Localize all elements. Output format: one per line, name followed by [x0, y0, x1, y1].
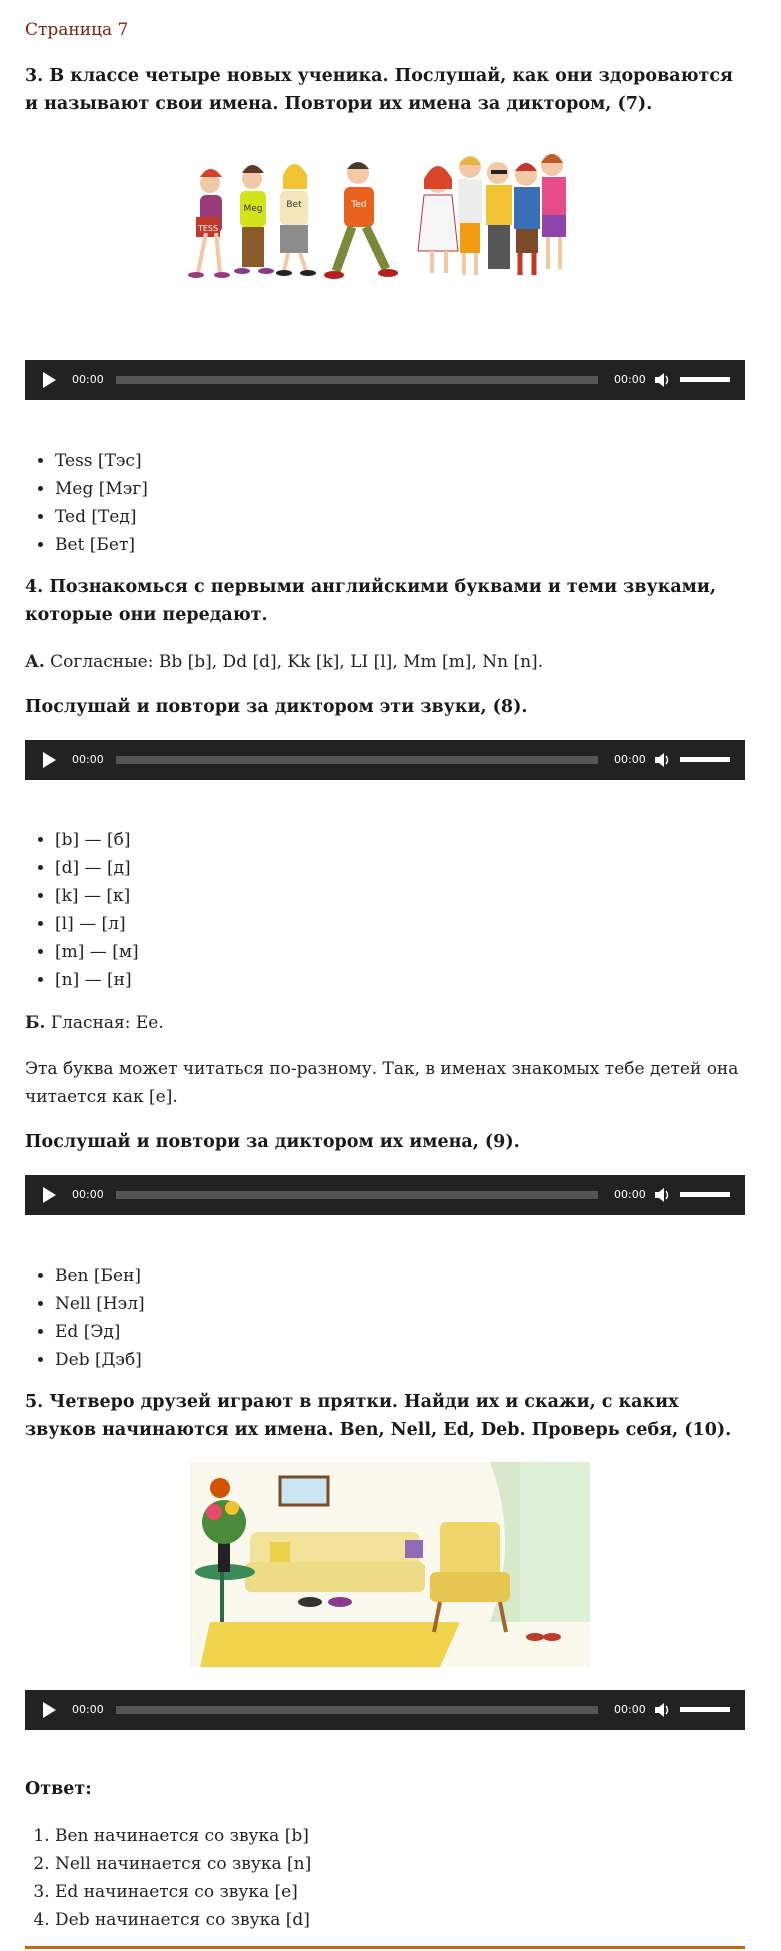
exercise-3-names-list — [25, 447, 725, 559]
list-item: • Tess [Тэс] — [55, 447, 725, 475]
volume-slider[interactable] — [680, 757, 730, 762]
section-b-label: Б. — [25, 1013, 46, 1033]
volume-icon[interactable] — [653, 1701, 671, 1719]
section-a-label: А. — [25, 652, 45, 672]
current-time: 00:00 — [72, 1188, 104, 1201]
list-item: • [d] — [д] — [55, 854, 725, 882]
list-item: 4. Deb начинается со звука [d] — [55, 1906, 725, 1934]
consonants-text: Согласные: Bb [b], Dd [d], Kk [k], LI [l], Mm [m], Nn [n]. — [44, 652, 544, 672]
play-icon[interactable] — [43, 372, 56, 388]
progress-bar[interactable] — [116, 1191, 598, 1199]
volume-icon[interactable] — [653, 1186, 671, 1204]
exercise-3-title: 3. В классе четыре новых ученика. Послушай, как они здороваются и называют свои имена. Повтори их имена за диктором, (7). — [25, 66, 733, 114]
page-link[interactable]: Страница 7 — [25, 20, 129, 40]
listen-sounds-instruction: Послушай и повтори за диктором эти звуки, (8). — [25, 697, 528, 717]
list-item: • [l] — [л] — [55, 910, 725, 938]
list-item: • Ted [Тед] — [55, 503, 725, 531]
children-illustration — [180, 145, 600, 345]
volume-slider[interactable] — [680, 1192, 730, 1197]
audio-player-9[interactable] — [25, 1175, 745, 1215]
list-item: • [n] — [н] — [55, 966, 725, 994]
volume-icon[interactable] — [653, 371, 671, 389]
audio-player-10[interactable] — [25, 1690, 745, 1730]
shirt-label-ted: Ted — [351, 200, 367, 210]
list-item: 3. Ed начинается со звука [e] — [55, 1878, 725, 1906]
progress-bar[interactable] — [116, 376, 598, 384]
list-item: • Meg [Мэг] — [55, 475, 725, 503]
shirt-label-bet: Bet — [286, 200, 302, 210]
listen-names-instruction: Послушай и повтори за диктором их имена, (9). — [25, 1132, 520, 1152]
shirt-label-meg: Meg — [243, 204, 263, 214]
audio-player-8[interactable] — [25, 740, 745, 780]
progress-bar[interactable] — [116, 756, 598, 764]
play-icon[interactable] — [43, 1187, 56, 1203]
duration: 00:00 — [614, 373, 646, 386]
duration: 00:00 — [614, 1703, 646, 1716]
current-time: 00:00 — [72, 753, 104, 766]
duration: 00:00 — [614, 753, 646, 766]
volume-icon[interactable] — [653, 751, 671, 769]
bag-label-tess: TESS — [197, 224, 219, 233]
bottom-divider — [25, 1946, 745, 1949]
sounds-list — [25, 826, 725, 994]
progress-bar[interactable] — [116, 1706, 598, 1714]
answer-label: Ответ: — [25, 1779, 92, 1799]
list-item: • Ed [Эд] — [55, 1318, 725, 1346]
list-item: • [m] — [м] — [55, 938, 725, 966]
vowel-text: Гласная: Ee. — [45, 1013, 164, 1033]
list-item: • Nell [Нэл] — [55, 1290, 725, 1318]
list-item: 2. Nell начинается со звука [n] — [55, 1850, 725, 1878]
audio-player-7[interactable] — [25, 360, 745, 400]
consonants-line — [25, 648, 745, 676]
vowel-line — [25, 1009, 745, 1037]
list-item: • Ben [Бен] — [55, 1262, 725, 1290]
current-time: 00:00 — [72, 373, 104, 386]
current-time: 00:00 — [72, 1703, 104, 1716]
exercise-5-title: 5. Четверо друзей играют в прятки. Найди их и скажи, с каких звуков начинаются их имена. Ben, Nell, Ed, Deb. Проверь себя, (10). — [25, 1392, 732, 1440]
list-item: • Deb [Дэб] — [55, 1346, 725, 1374]
living-room-illustration — [190, 1462, 590, 1667]
duration: 00:00 — [614, 1188, 646, 1201]
list-item: • Bet [Бет] — [55, 531, 725, 559]
list-item: • [k] — [к] — [55, 882, 725, 910]
list-item: • [b] — [б] — [55, 826, 725, 854]
volume-slider[interactable] — [680, 377, 730, 382]
exercise-4-names-list — [25, 1262, 725, 1374]
vowel-note: Эта буква может читаться по-разному. Так, в именах знакомых тебе детей она читается как [e]. — [25, 1059, 739, 1107]
exercise-4-title: 4. Познакомься с первыми английскими буквами и теми звуками, которые они передают. — [25, 577, 716, 625]
play-icon[interactable] — [43, 1702, 56, 1718]
list-item: 1. Ben начинается со звука [b] — [55, 1822, 725, 1850]
answers-list — [25, 1822, 725, 1934]
play-icon[interactable] — [43, 752, 56, 768]
volume-slider[interactable] — [680, 1707, 730, 1712]
